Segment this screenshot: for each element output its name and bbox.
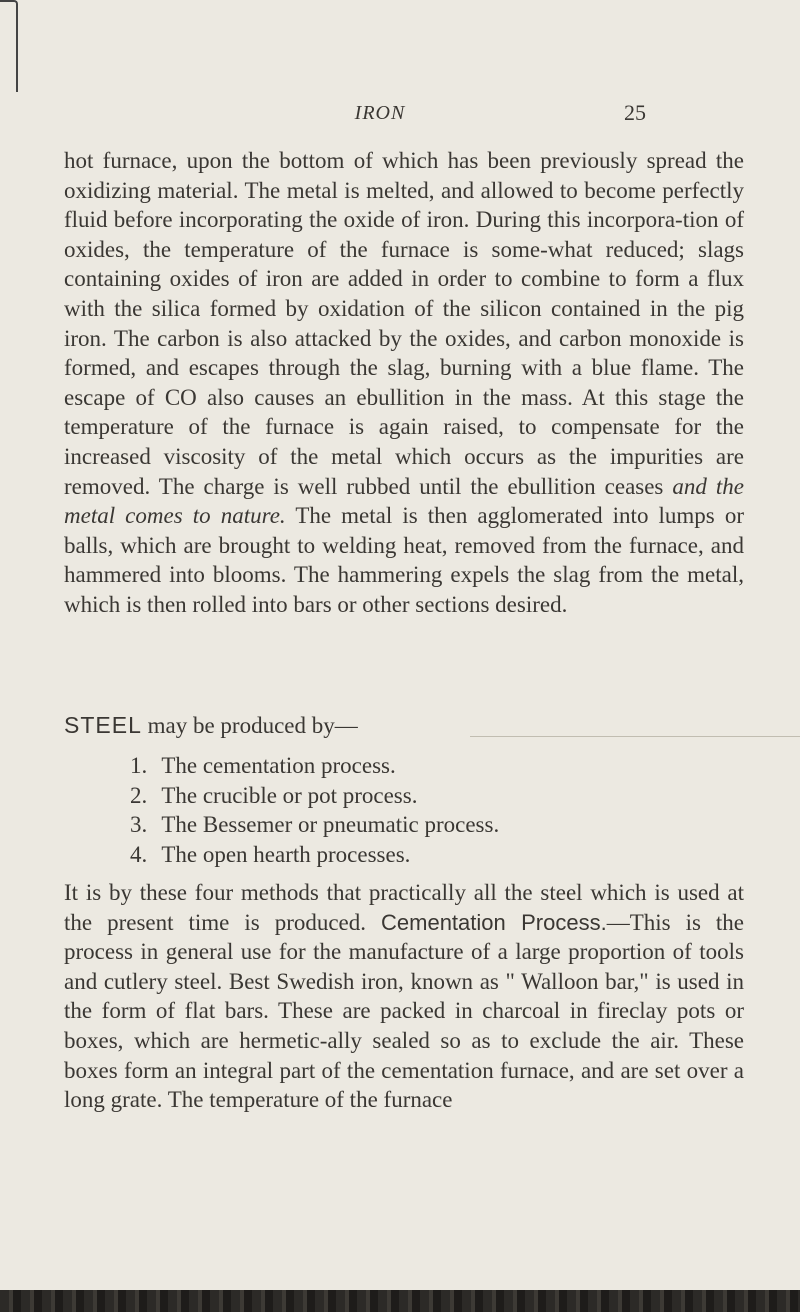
process-item: [130, 781, 499, 811]
italic-phrase: and the metal comes to nature.: [64, 473, 744, 529]
body-paragraph-cementation: [64, 878, 744, 1115]
handwritten-annotation: [470, 722, 800, 737]
steel-intro-text: may be produced by—: [147, 713, 358, 738]
paragraph-text: hot furnace, upon the bottom of which has been previously spread the oxidizing material. The metal is melted, and allowed to become perfectly fluid before incorporating the oxide of iron. During this incorpora-tion of oxides, the temperature of the furnace is some-what reduced; slags containing oxides of iron are added in order to combine to form a flux with the silica formed by oxidation of the silicon contained in the pig iron. The carbon is also attacked by the oxides, and carbon monoxide is formed, and escapes through the slag, burning with a blue flame. The escape of CO also causes an ebullition in the mass. At this stage the temperature of the furnace is again raised, to compensate for the increased viscosity of the metal which occurs as the impurities are removed. The charge is well rubbed until the ebullition ceases: [64, 148, 744, 499]
process-list: [130, 751, 499, 869]
paragraph-text-tail: The metal is then agglomerated into lumps or balls, which are brought to welding heat, removed from the furnace, and hammered into blooms. The hammering expels the slag from the metal, which is then rolled into bars or other sections desired.: [64, 503, 744, 617]
process-number: 3.: [130, 812, 148, 838]
page-edge-line: [0, 0, 18, 92]
paragraph-body: —This is the process in general use for the manufacture of a large proportion of tools and cutlery steel. Best Swedish iron, known as " Walloon bar," is used in the form of flat bars. These are packed in charcoal in fireclay pots or boxes, which are hermetic-ally sealed so as to exclude the air. These boxes form an integral part of the cementation furnace, and are set over a long grate. The temperature of the furnace: [64, 909, 744, 1113]
body-paragraph-furnace: [64, 146, 744, 620]
steel-intro: [64, 711, 358, 741]
page-number: 25: [624, 100, 646, 125]
process-number: 1.: [130, 753, 148, 778]
process-text: The crucible or pot process.: [161, 782, 418, 808]
process-item: [130, 840, 499, 870]
process-number: 2.: [130, 782, 148, 808]
process-text: The cementation process.: [161, 753, 396, 778]
section-heading-cementation: Cementation Process.: [381, 909, 607, 935]
process-number: 4.: [130, 841, 148, 867]
running-head: IRON: [354, 102, 406, 124]
process-text: The open hearth processes.: [161, 841, 411, 867]
process-item: [130, 810, 499, 840]
scan-edge-strip: [0, 1290, 800, 1312]
page-header: [0, 98, 800, 128]
process-item: [130, 751, 499, 781]
steel-heading: STEEL: [64, 712, 142, 738]
paragraph-lead: It is by these four methods that practically all the steel which is used at the present time is produced.: [64, 880, 744, 935]
process-text: The Bessemer or pneumatic process.: [161, 812, 500, 838]
